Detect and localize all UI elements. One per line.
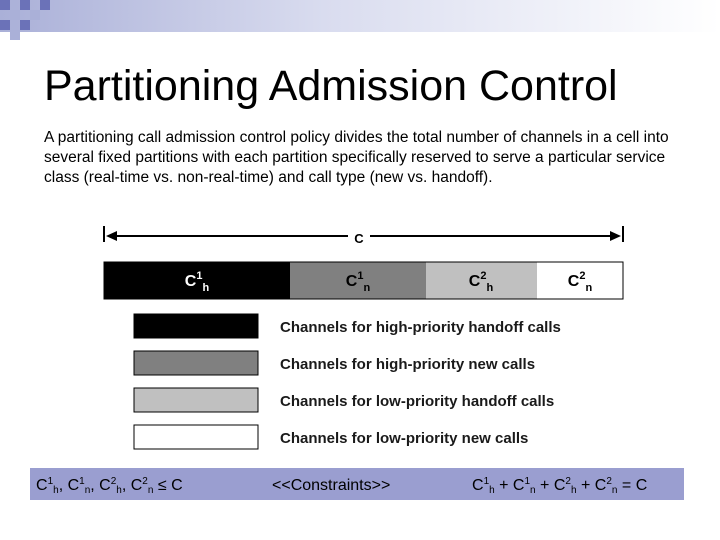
legend-label-3: Channels for low-priority handoff calls: [280, 393, 555, 410]
legend-swatch-3: [134, 388, 258, 412]
footer-right-constraint: $C^1_h + C^1_n + C^2_h + C^2_n = C$: [472, 476, 648, 496]
legend-swatch-4: [134, 425, 258, 449]
partition-label-c1h: $C^1_h$: [184, 270, 210, 294]
legend-swatch-1: [134, 314, 258, 338]
partition-label-c1n: $C^1_n$: [345, 270, 371, 294]
slide-title: Partitioning Admission Control: [44, 62, 618, 110]
legend-swatch-2: [134, 351, 258, 375]
legend-label-4: Channels for low-priority new calls: [280, 430, 529, 447]
dim-arrow-left: [106, 231, 117, 241]
legend-label-2: Channels for high-priority new calls: [280, 356, 536, 373]
footer-center-label: <<Constraints>>: [272, 477, 391, 494]
partition-label-c2n: $C^2_n$: [567, 270, 593, 294]
partition-label-c2h: $C^2_h$: [468, 270, 494, 294]
total-label: C: [354, 231, 364, 246]
legend-label-1: Channels for high-priority handoff calls: [280, 319, 561, 336]
body-paragraph: A partitioning call admission control policy divides the total number of channels in a cell into several fixed partitions with each partition specifically reserved to serve a particular service class (real-time vs. non-real-time) and call type (new vs. handoff).: [44, 129, 669, 186]
legend: [134, 314, 561, 449]
footer-left-constraint: $C^1_h$, $C^1_n$, $C^2_h$, $C^2_n \le C$: [36, 476, 183, 496]
dim-arrow-right: [610, 231, 621, 241]
